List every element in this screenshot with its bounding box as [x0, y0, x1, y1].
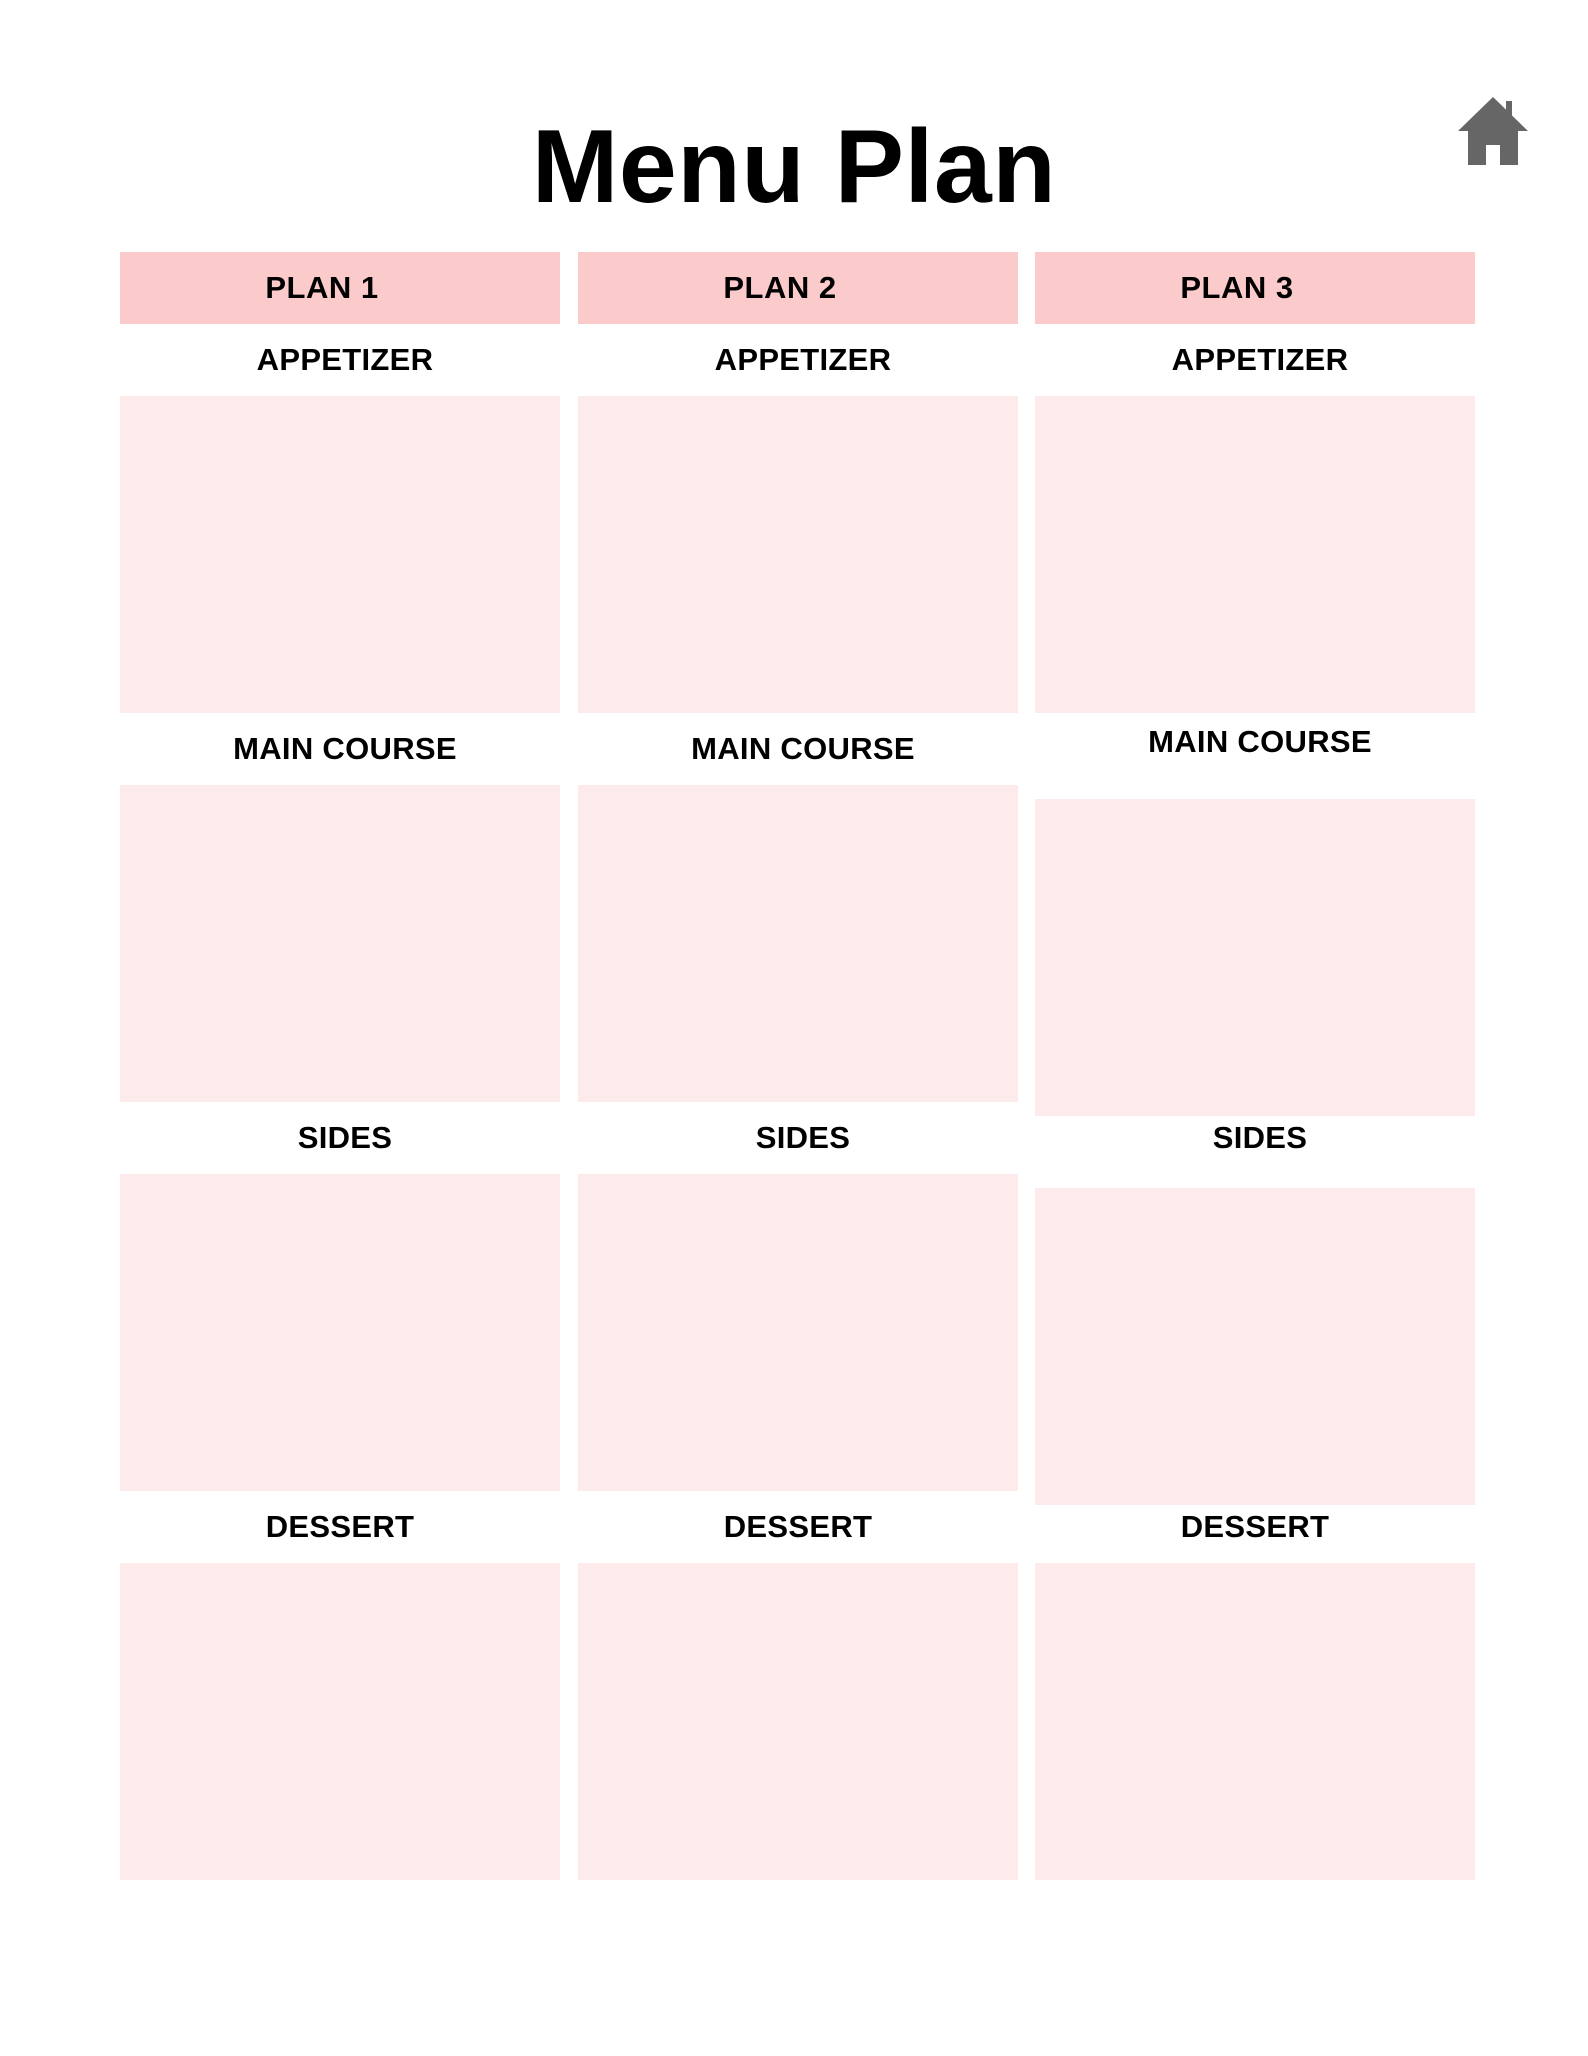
section-label-sides: SIDES: [755, 1120, 851, 1155]
main-course-entry-box[interactable]: [578, 785, 1018, 1102]
dessert-entry-box[interactable]: [120, 1563, 560, 1880]
section-label-appetizer: APPETIZER: [1171, 342, 1349, 377]
main-course-entry-box[interactable]: [1035, 799, 1475, 1116]
sides-entry-box[interactable]: [1035, 1188, 1475, 1505]
section-label-main-course: MAIN COURSE: [1148, 724, 1372, 759]
plan-column-3: [1035, 252, 1475, 1880]
plan-column-2: [578, 252, 1018, 1880]
main-course-entry-box[interactable]: [120, 785, 560, 1102]
section-label-dessert: DESSERT: [723, 1509, 873, 1544]
section-label-dessert: DESSERT: [265, 1509, 415, 1544]
appetizer-entry-box[interactable]: [1035, 396, 1475, 713]
section-label-dessert: DESSERT: [1180, 1509, 1330, 1544]
plan-header: PLAN 2: [578, 252, 1018, 324]
appetizer-entry-box[interactable]: [120, 396, 560, 713]
plan-header: PLAN 3: [1035, 252, 1475, 324]
dessert-entry-box[interactable]: [578, 1563, 1018, 1880]
dessert-entry-box[interactable]: [1035, 1563, 1475, 1880]
plan-column-1: [120, 252, 560, 1880]
section-label-sides: SIDES: [297, 1120, 393, 1155]
page-title: Menu Plan: [531, 109, 1057, 225]
section-label-appetizer: APPETIZER: [714, 342, 892, 377]
section-label-main-course: MAIN COURSE: [691, 731, 915, 766]
home-icon[interactable]: [1456, 95, 1530, 167]
sides-entry-box[interactable]: [578, 1174, 1018, 1491]
section-label-sides: SIDES: [1212, 1120, 1308, 1155]
plan-header: PLAN 1: [120, 252, 560, 324]
appetizer-entry-box[interactable]: [578, 396, 1018, 713]
section-label-appetizer: APPETIZER: [256, 342, 434, 377]
section-label-main-course: MAIN COURSE: [233, 731, 457, 766]
sides-entry-box[interactable]: [120, 1174, 560, 1491]
